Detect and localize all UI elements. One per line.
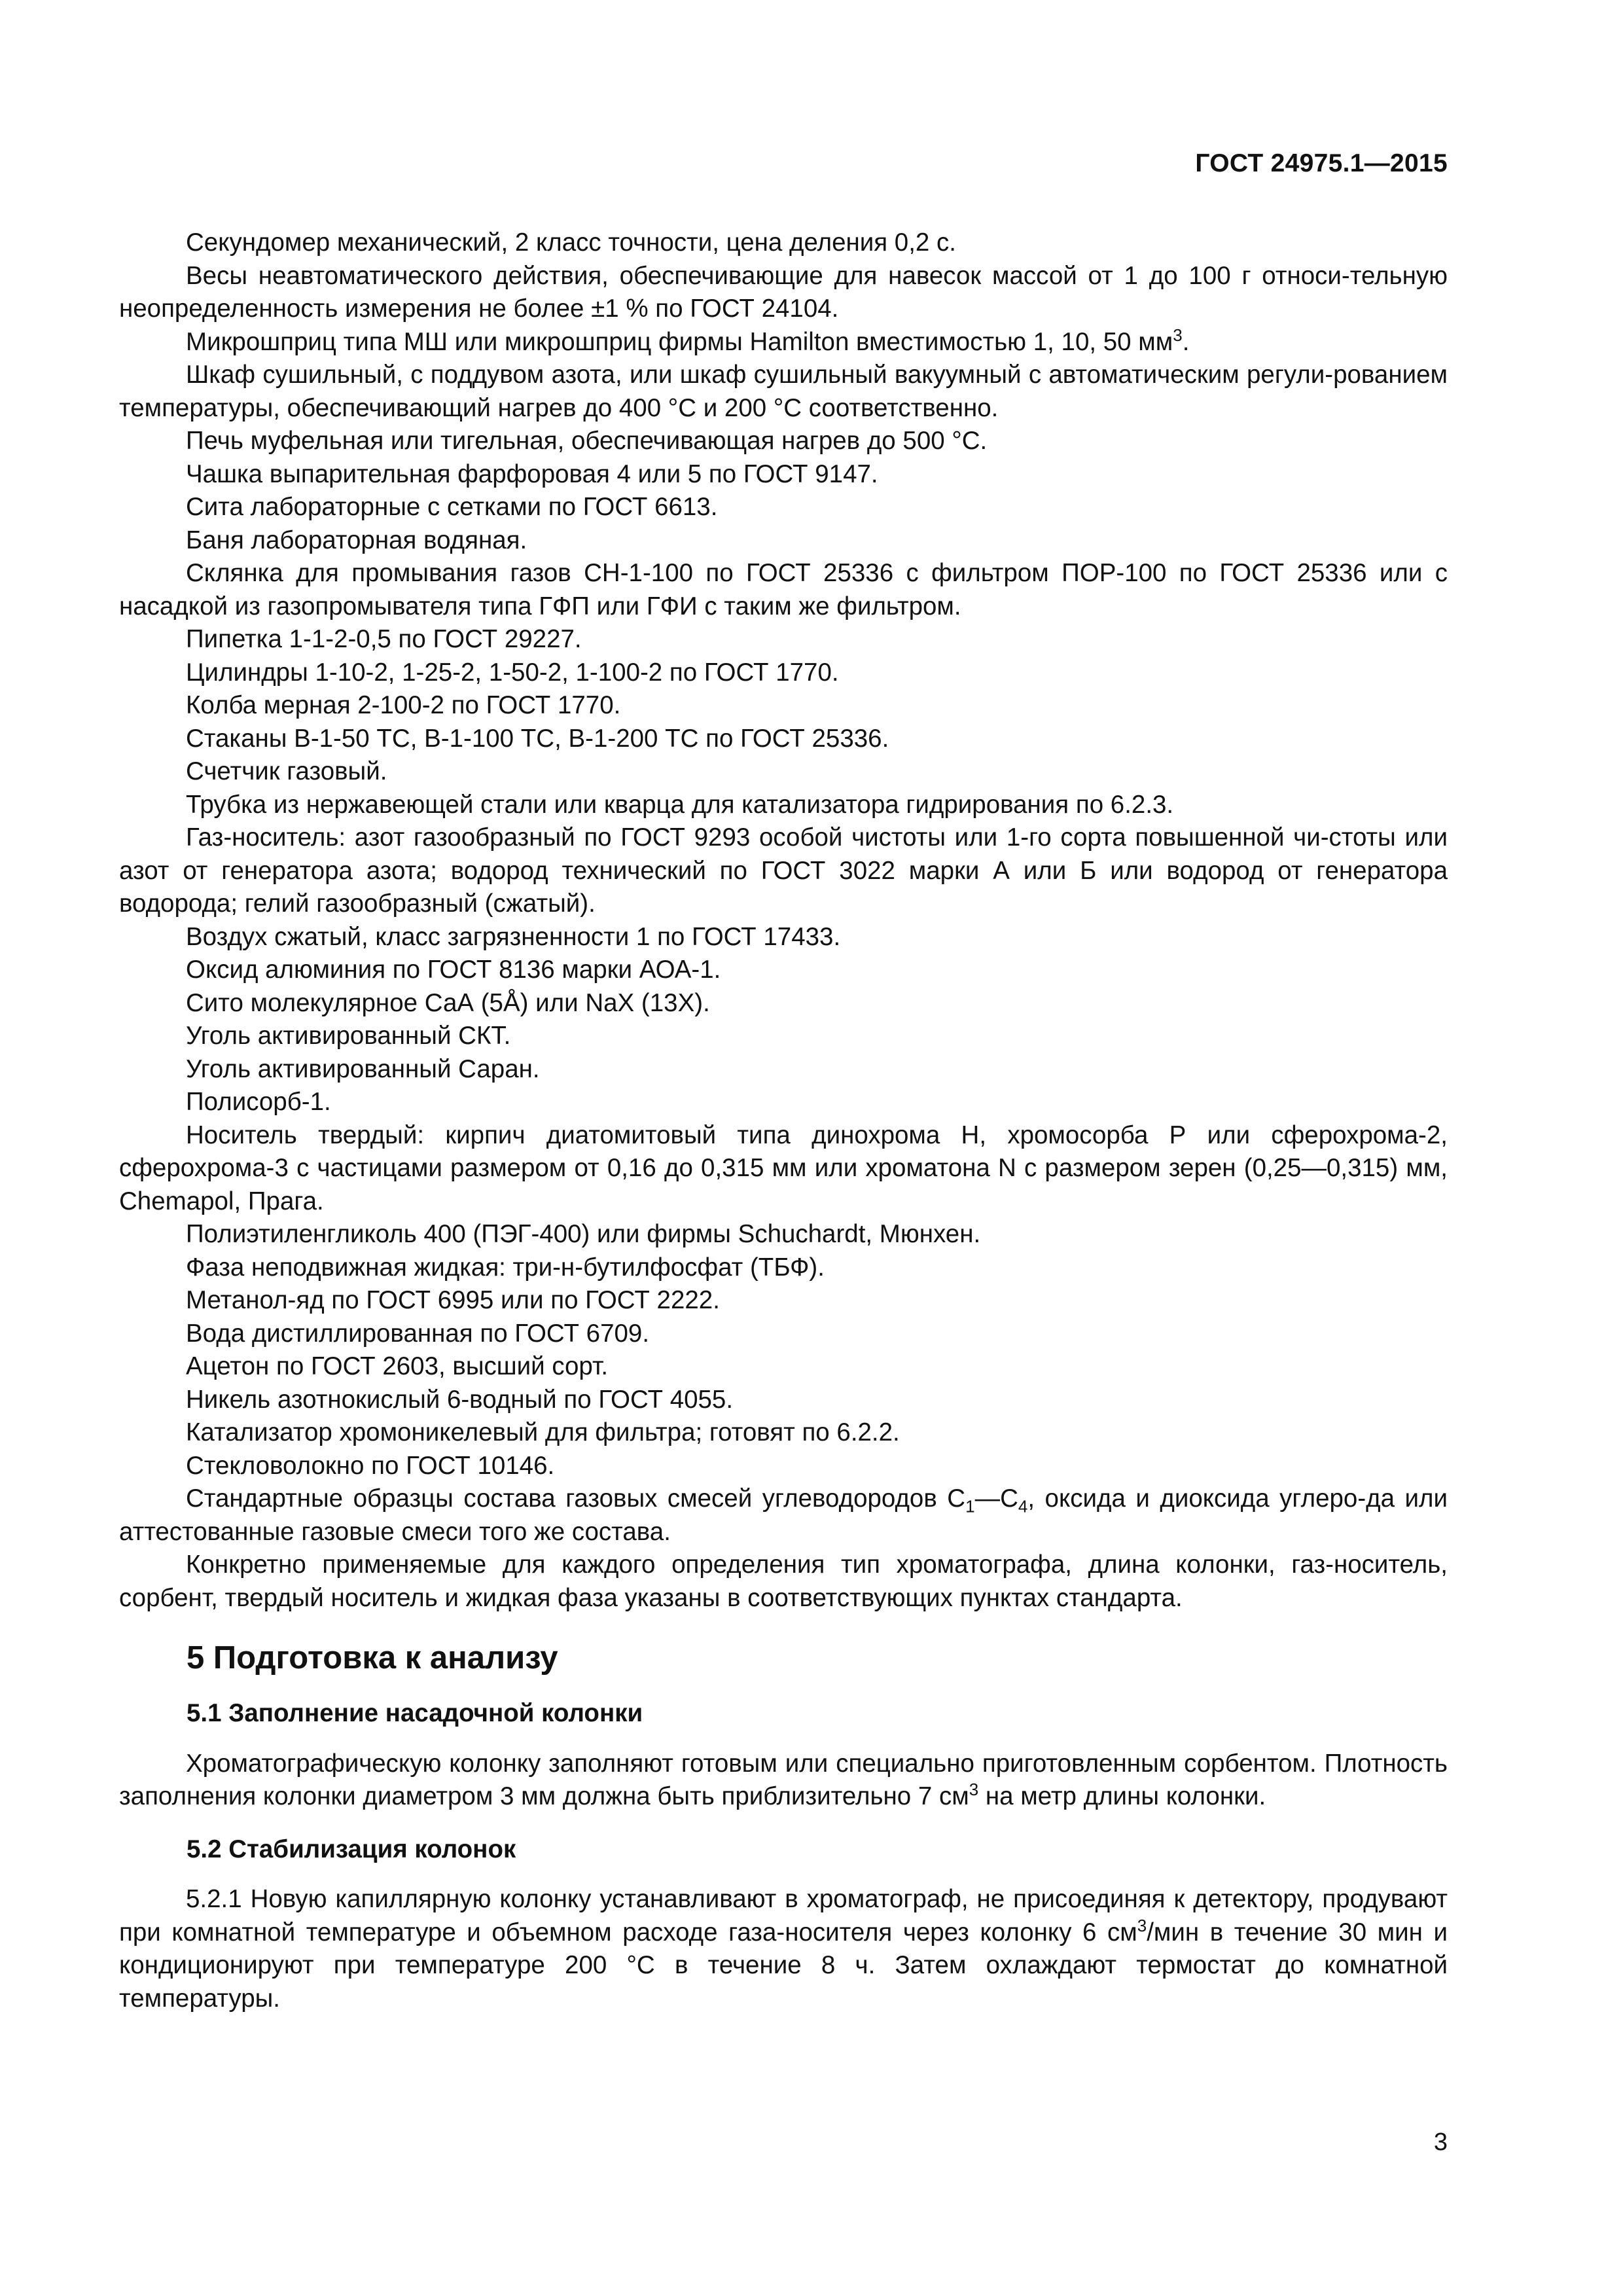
list-item: Полиэтиленгликоль 400 (ПЭГ-400) или фирмы Schuchardt, Мюнхен. [186,1220,981,1248]
section-heading: 5 Подготовка к анализу [187,1640,558,1676]
text-segment: /мин в течение 30 мин и кондиционируют при температуре 200 °С в течение 8 ч. Затем охлаждают термостат до комнатной температуры. [119,1918,1448,2013]
list-item: Сито молекулярное СаА (5Å) или NaX (13Х). [186,988,710,1017]
subscript: 1 [965,1496,975,1516]
list-item: Весы неавтоматического действия, обеспечивающие для навесок массой от 1 до 100 г относи-тельную неопределенность измерения не более ±1 % по ГОСТ 24104. [119,261,1448,323]
list-item: Метанол-яд по ГОСТ 6995 или по ГОСТ 2222. [186,1286,720,1314]
list-item: Колба мерная 2-100-2 по ГОСТ 1770. [186,691,621,719]
list-item: Склянка для промывания газов СН-1-100 по ГОСТ 25336 с фильтром ПОР-100 по ГОСТ 25336 или с насадкой из газопромывателя типа ГФП или ГФИ с таким же фильтром. [119,559,1448,620]
list-item: Никель азотнокислый 6-водный по ГОСТ 4055. [186,1385,734,1414]
text-segment: Стандартные образцы состава газовых смесей углеводородов С [186,1484,966,1513]
list-item: Печь муфельная или тигельная, обеспечивающая нагрев до 500 °С. [186,427,988,455]
subsection-heading: 5.2 Стабилизация колонок [187,1835,516,1863]
paragraph [119,1883,1448,2015]
document-header: ГОСТ 24975.1—2015 [1195,149,1448,177]
list-item: Пипетка 1-1-2-0,5 по ГОСТ 29227. [186,625,582,653]
list-item: Сита лабораторные с сетками по ГОСТ 6613. [186,493,718,521]
paragraph [119,1748,1448,1814]
list-item: Воздух сжатый, класс загрязненности 1 по ГОСТ 17433. [186,922,841,951]
page-number: 3 [1433,2128,1448,2156]
list-item: Вода дистиллированная по ГОСТ 6709. [186,1319,650,1348]
list-item: Чашка выпарительная фарфоровая 4 или 5 по ГОСТ 9147. [186,459,878,488]
list-item: Баня лабораторная водяная. [186,526,527,554]
text-segment: на метр длины колонки. [978,1782,1266,1810]
text-segment: Микрошприц типа МШ или микрошприц фирмы Hamilton вместимостью 1, 10, 50 мм [186,327,1173,356]
text-segment: 5.2.1 Новую капиллярную колонку устанавливают в хроматограф, не присоединяя к детектору, продувают при комнатной температуре и объемном расходе газа-носителя через колонку 6 см [119,1885,1448,1946]
list-item: Стекловолокно по ГОСТ 10146. [186,1451,555,1480]
text-segment: Хроматографическую колонку заполняют готовым или специально приготовленным сорбентом. Плотность заполнения колонки диаметром 3 мм должна быть приблизительно 7 см [119,1749,1448,1810]
list-item: Цилиндры 1-10-2, 1-25-2, 1-50-2, 1-100-2 по ГОСТ 1770. [186,658,839,687]
list-item [119,1482,1448,1549]
superscript: 3 [969,1780,979,1800]
list-item: Ацетон по ГОСТ 2603, высший сорт. [186,1352,609,1380]
document-body [119,226,1448,2015]
list-item: Счетчик газовый. [186,757,387,785]
list-item: Катализатор хромоникелевый для фильтра; готовят по 6.2.2. [186,1418,900,1446]
list-item [119,326,1448,359]
text-segment: . [1182,327,1190,356]
text-segment: —С [974,1484,1018,1513]
list-item: Уголь активированный Саран. [186,1054,540,1083]
list-item: Секундомер механический, 2 класс точности, цена деления 0,2 с. [186,228,956,257]
list-item: Полисорб-1. [186,1088,331,1116]
list-item: Шкаф сушильный, с поддувом азота, или шкаф сушильный вакуумный с автоматическим регули-рованием температуры, обеспечивающий нагрев до 400 °С и 200 °С соответственно. [119,361,1448,422]
list-item: Уголь активированный СКТ. [186,1022,511,1050]
superscript: 3 [1137,1915,1147,1935]
list-item: Газ-носитель: азот газообразный по ГОСТ 9293 особой чистоты или 1-го сорта повышенной чи-стоты или азот от генератора азота; водород технический по ГОСТ 3022 марки А или Б или водород от генератора водорода; гелий газообразный (сжатый). [119,823,1448,918]
list-item: Трубка из нержавеющей стали или кварца для катализатора гидрирования по 6.2.3. [186,790,1174,819]
superscript: 3 [1173,325,1183,345]
text-segment: , оксида и диоксида углеро-да или аттестованные газовые смеси того же состава. [119,1484,1448,1546]
list-item: Конкретно применяемые для каждого определения тип хроматографа, длина колонки, газ-носитель, сорбент, твердый носитель и жидкая фаза указаны в соответствующих пунктах стандарта. [119,1551,1448,1612]
subsection-heading: 5.1 Заполнение насадочной колонки [187,1699,643,1727]
list-item: Носитель твердый: кирпич диатомитовый типа динохрома Н, хромосорба Р или сферохрома-2, сферохрома-3 с частицами размером от 0,16 до 0,315 мм или хроматона N с размером зерен (0,25—0,315) мм, Chemapol, Прага. [119,1121,1448,1215]
subscript: 4 [1018,1496,1028,1516]
list-item: Фаза неподвижная жидкая: три-н-бутилфосфат (ТБФ). [186,1253,825,1282]
list-item: Стаканы В-1-50 ТС, В-1-100 ТС, В-1-200 ТС по ГОСТ 25336. [186,724,889,753]
list-item: Оксид алюминия по ГОСТ 8136 марки АОА-1. [186,956,721,984]
